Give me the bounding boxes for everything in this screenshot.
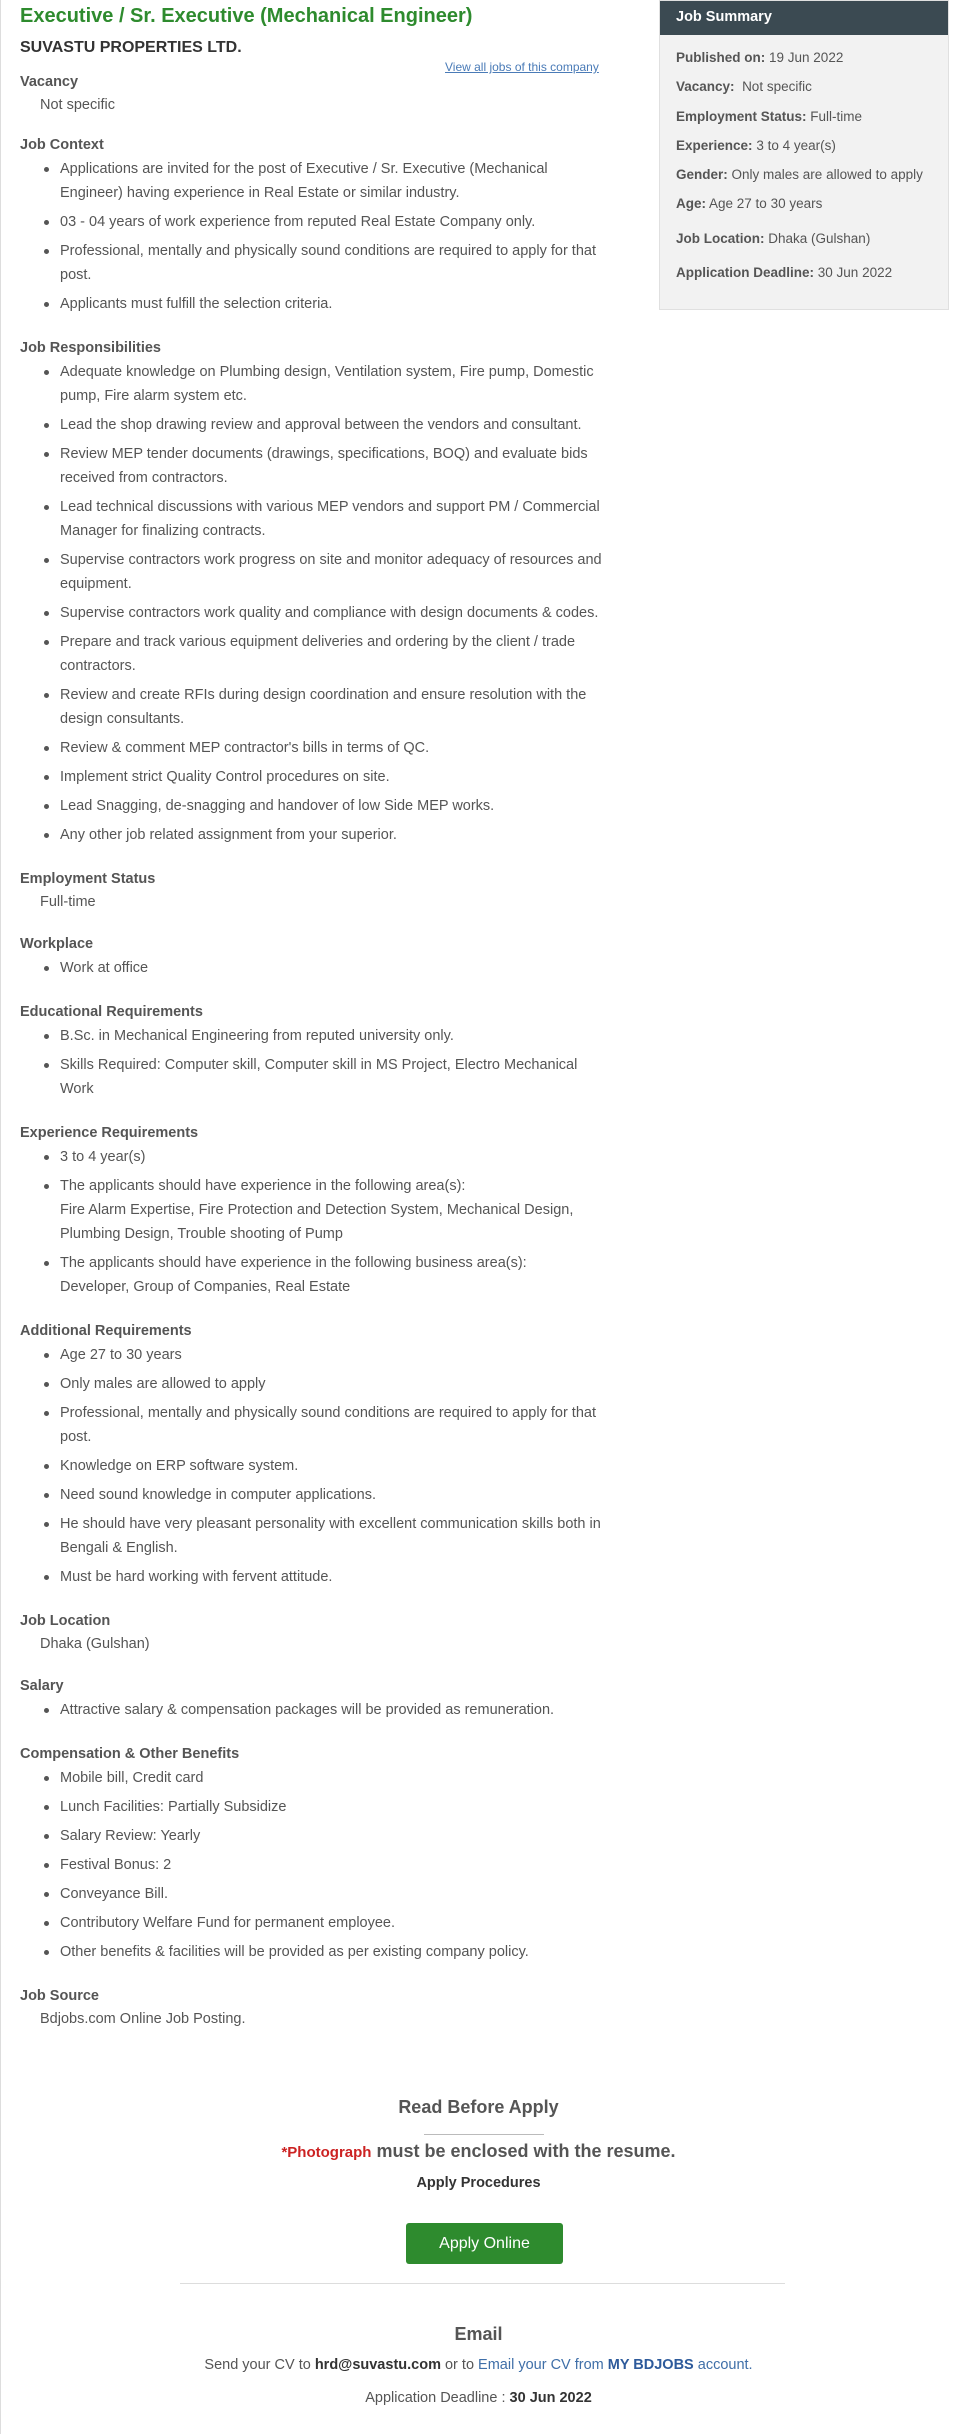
list-item: Lead the shop drawing review and approval between the vendors and consultant.	[20, 413, 610, 437]
vacancy-value: Not specific	[40, 97, 115, 113]
email-cv-link[interactable]: Email your CV from	[478, 2357, 604, 2373]
deadline-label: Application Deadline :	[365, 2390, 510, 2406]
list-item: Conveyance Bill.	[20, 1882, 610, 1906]
job-context-section	[20, 135, 610, 316]
summary-value: 3 to 4 year(s)	[756, 138, 836, 153]
divider	[180, 2283, 785, 2284]
educational-requirements-section	[20, 1002, 610, 1101]
apply-procedures-heading: Apply Procedures	[416, 2175, 541, 2191]
experience-area-heading: The applicants should have experience in the following area(s):	[60, 1178, 466, 1194]
list-item: Only males are allowed to apply	[20, 1372, 610, 1396]
summary-label: Application Deadline:	[676, 265, 815, 280]
list-item: Supervise contractors work quality and compliance with design documents & codes.	[20, 601, 610, 625]
additional-requirements-section	[20, 1321, 610, 1589]
job-location-section	[20, 1611, 610, 1654]
list-item: Supervise contractors work progress on site and monitor adequacy of resources and equipment.	[20, 548, 610, 596]
email-heading: Email	[454, 2324, 503, 2344]
additional-requirements-list	[20, 1343, 610, 1589]
salary-list	[20, 1698, 610, 1722]
send-cv-or: or to	[440, 2357, 479, 2373]
employment-status-title: Employment Status	[20, 871, 156, 887]
list-item: Mobile bill, Credit card	[20, 1766, 610, 1790]
read-before-apply-heading: Read Before Apply	[398, 2097, 559, 2117]
list-item: Other benefits & facilities will be provided as per existing company policy.	[20, 1940, 610, 1964]
photograph-text: must be enclosed with the resume.	[371, 2141, 676, 2161]
educational-requirements-title: Educational Requirements	[20, 1004, 203, 1020]
summary-value: Only males are allowed to apply	[731, 167, 923, 182]
list-item: Lead Snagging, de-snagging and handover of low Side MEP works.	[20, 794, 610, 818]
educational-requirements-list	[20, 1024, 610, 1101]
send-cv-prefix: Send your CV to	[204, 2357, 315, 2373]
job-summary-title: Job Summary	[660, 1, 948, 35]
list-item: Age 27 to 30 years	[20, 1343, 610, 1367]
list-item: Salary Review: Yearly	[20, 1824, 610, 1848]
business-area-list: Developer, Group of Companies, Real Estate	[60, 1279, 351, 1295]
compensation-title: Compensation & Other Benefits	[20, 1746, 240, 1762]
list-item: Applications are invited for the post of Executive / Sr. Executive (Mechanical Engineer) having experience in Real Estate or similar industry.	[20, 157, 610, 205]
list-item: Need sound knowledge in computer applications.	[20, 1483, 610, 1507]
summary-deadline	[660, 265, 892, 280]
list-item: Knowledge on ERP software system.	[20, 1454, 610, 1478]
job-location-value: Dhaka (Gulshan)	[40, 1636, 150, 1652]
experience-requirements-list	[20, 1145, 610, 1299]
account-link[interactable]: account.	[697, 2357, 753, 2373]
list-item: Prepare and track various equipment deliveries and ordering by the client / trade contractors.	[20, 630, 610, 678]
summary-label: Age:	[676, 196, 706, 211]
summary-value: Age 27 to 30 years	[709, 196, 823, 211]
workplace-title: Workplace	[20, 936, 94, 952]
job-summary-panel	[659, 0, 949, 310]
list-item: Lead technical discussions with various MEP vendors and support PM / Commercial Manager for finalizing contracts.	[20, 495, 610, 543]
employment-status-value: Full-time	[40, 894, 96, 910]
summary-label: Vacancy:	[676, 79, 735, 94]
list-item: 03 - 04 years of work experience from reputed Real Estate Company only.	[20, 210, 610, 234]
list-item: Attractive salary & compensation packages will be provided as remuneration.	[20, 1698, 610, 1722]
summary-label: Gender:	[676, 167, 728, 182]
photograph-requirement	[0, 2141, 957, 2162]
list-item: Review & comment MEP contractor's bills in terms of QC.	[20, 736, 610, 760]
apply-online-button[interactable]: Apply Online	[406, 2223, 563, 2264]
application-deadline	[0, 2390, 957, 2406]
list-item: Any other job related assignment from your superior.	[20, 823, 610, 847]
compensation-section	[20, 1744, 610, 1964]
email-address[interactable]: hrd@suvastu.com	[314, 2357, 441, 2373]
summary-label: Employment Status:	[676, 109, 807, 124]
list-item: B.Sc. in Mechanical Engineering from reputed university only.	[20, 1024, 610, 1048]
job-context-title: Job Context	[20, 137, 104, 153]
view-all-jobs-link[interactable]: View all jobs of this company	[445, 60, 599, 74]
summary-value: Not specific	[742, 79, 812, 94]
list-item: Applicants must fulfill the selection criteria.	[20, 292, 610, 316]
summary-label: Job Location:	[676, 231, 765, 246]
workplace-section	[20, 934, 610, 980]
salary-title: Salary	[20, 1678, 64, 1694]
job-responsibilities-list	[20, 360, 610, 847]
salary-section	[20, 1676, 610, 1722]
list-item: Lunch Facilities: Partially Subsidize	[20, 1795, 610, 1819]
job-location-title: Job Location	[20, 1613, 111, 1629]
company-name[interactable]: SUVASTU PROPERTIES LTD.	[20, 39, 242, 56]
experience-requirements-section	[20, 1123, 610, 1299]
job-details	[20, 0, 610, 2029]
summary-label: Published on:	[676, 50, 766, 65]
page-left-border	[0, 0, 1, 2434]
summary-value: Full-time	[810, 109, 863, 124]
deadline-value: 30 Jun 2022	[509, 2390, 592, 2406]
list-item: Work at office	[20, 956, 610, 980]
compensation-list	[20, 1766, 610, 1964]
vacancy-section	[20, 72, 610, 115]
summary-location	[660, 231, 870, 246]
employment-status-section	[20, 869, 610, 912]
job-title: Executive / Sr. Executive (Mechanical Engineer)	[20, 5, 473, 27]
business-area-heading: The applicants should have experience in the following business area(s):	[60, 1255, 527, 1271]
job-responsibilities-section	[20, 338, 610, 847]
list-item: Contributory Welfare Fund for permanent employee.	[20, 1911, 610, 1935]
list-item	[20, 1174, 610, 1246]
photograph-label: *Photograph	[281, 2144, 372, 2161]
job-source-value: Bdjobs.com Online Job Posting.	[40, 2011, 246, 2027]
job-source-title: Job Source	[20, 1988, 99, 2004]
list-item: Implement strict Quality Control procedures on site.	[20, 765, 610, 789]
list-item: Must be hard working with fervent attitude.	[20, 1565, 610, 1589]
vacancy-title: Vacancy	[20, 74, 79, 90]
summary-vacancy	[660, 79, 812, 94]
list-item: Review and create RFIs during design coordination and ensure resolution with the design consultants.	[20, 683, 610, 731]
list-item: Professional, mentally and physically sound conditions are required to apply for that post.	[20, 239, 610, 287]
summary-experience	[660, 138, 836, 153]
summary-value: 30 Jun 2022	[817, 265, 893, 280]
heading-underline	[424, 2134, 544, 2135]
list-item: Adequate knowledge on Plumbing design, Ventilation system, Fire pump, Domestic pump, Fire alarm system etc.	[20, 360, 610, 408]
summary-value: Dhaka (Gulshan)	[768, 231, 871, 246]
summary-gender	[660, 167, 923, 182]
summary-employment-status	[660, 109, 862, 124]
list-item: Review MEP tender documents (drawings, specifications, BOQ) and evaluate bids received from contractors.	[20, 442, 610, 490]
list-item: 3 to 4 year(s)	[20, 1145, 610, 1169]
workplace-list	[20, 956, 610, 980]
job-context-list	[20, 157, 610, 316]
send-cv-instructions	[0, 2357, 957, 2373]
list-item: Professional, mentally and physically sound conditions are required to apply for that post.	[20, 1401, 610, 1449]
experience-requirements-title: Experience Requirements	[20, 1125, 199, 1141]
additional-requirements-title: Additional Requirements	[20, 1323, 192, 1339]
list-item	[20, 1251, 610, 1299]
my-bdjobs-link[interactable]: MY BDJOBS	[607, 2357, 694, 2373]
list-item: Skills Required: Computer skill, Computer skill in MS Project, Electro Mechanical Work	[20, 1053, 610, 1101]
summary-label: Experience:	[676, 138, 753, 153]
job-source-section	[20, 1986, 610, 2029]
experience-area-list: Fire Alarm Expertise, Fire Protection and Detection System, Mechanical Design, Plumbing Design, Trouble shooting of Pump	[60, 1202, 574, 1242]
list-item: He should have very pleasant personality with excellent communication skills both in Bengali & English.	[20, 1512, 610, 1560]
summary-age	[660, 196, 822, 211]
job-responsibilities-title: Job Responsibilities	[20, 340, 161, 356]
summary-published	[660, 50, 843, 65]
summary-value: 19 Jun 2022	[769, 50, 844, 65]
list-item: Festival Bonus: 2	[20, 1853, 610, 1877]
